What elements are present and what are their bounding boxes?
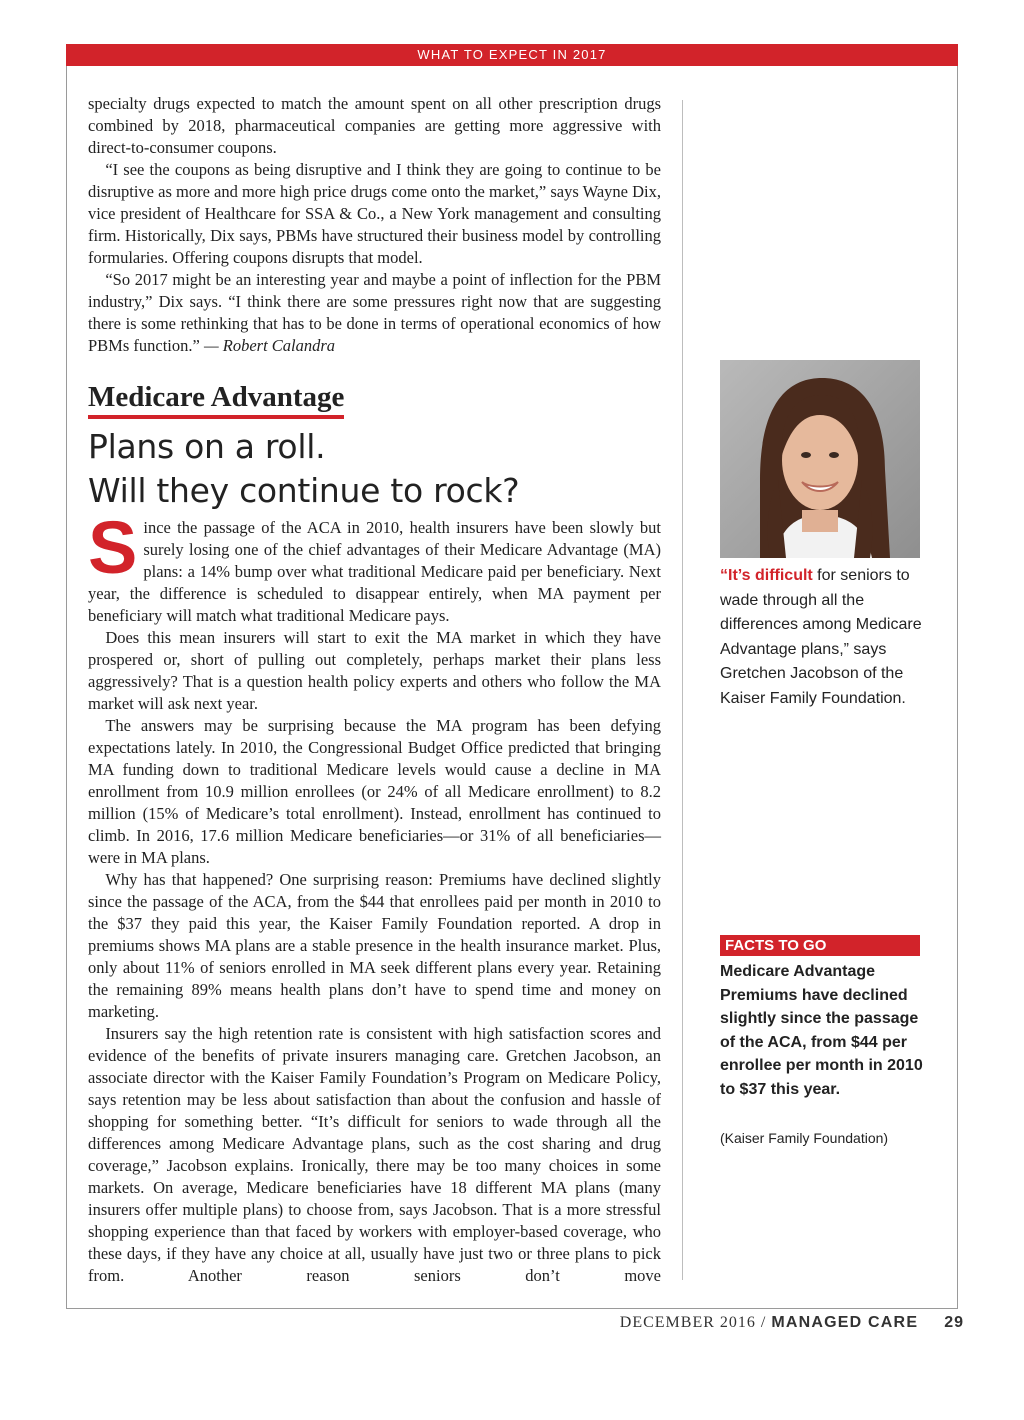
portrait-photo [720,360,920,558]
article-paragraph-3: The answers may be surprising because the MA program has been defying expectations lately. In 2010, the Congressional Budget Office predicted that bringing MA funding down to traditional Medicare levels would cause a decline in MA enrollment from 10.9 million enrollees (or 24% of all Medicare enrollment) to 8.2 million (15% of Medicare’s total enrollment). Instead, enrollment has continued to climb. In 2016, 17.6 million Medicare beneficiaries—or 31% of all beneficiaries—were in MA plans. [88,716,661,867]
intro-paragraph-3 [88,269,661,357]
facts-to-go-label: FACTS TO GO [720,935,920,956]
section-heading: Medicare Advantage [88,380,344,419]
section-header-label: WHAT TO EXPECT IN 2017 [417,47,607,62]
section-header-bar [66,44,958,66]
caption-text: for seniors to wade through all the differences among Medicare Advantage plans,” says Gretchen Jacobson of the Kaiser Family Foundation. [720,567,922,707]
column-divider [682,100,683,1280]
page-footer [620,1313,964,1333]
photo-caption [720,564,930,712]
facts-to-go-source: (Kaiser Family Foundation) [720,1130,889,1146]
article-paragraph-5: Insurers say the high retention rate is consistent with high satisfaction scores and evidence of the benefits of private insurers managing care. Gretchen Jacobson, an associate director with the Kaiser Family Foundation’s Program on Medicare Policy, says retention may be less about satisfaction than about the confusion and hassle of shopping for something better. “It’s difficult for seniors to wade through all the differences among Medicare Advantage plans, such as the cost sharing and drug coverage,” Jacobson explains. Ironically, there may be too many choices in some markets. On average, Medicare beneficiaries have 18 different MA plans (many insurers offer multiple plans) to choose from, says Jacobson. That is a more stressful shopping experience than that faced by workers with employer-based coverage, who these days, if they have any choice at all, usually have just two or three plans to pick from. Another reason seniors don’t move [88,1024,661,1285]
portrait-illustration [720,360,920,558]
footer-date: DECEMBER 2016 / [619,1314,772,1331]
author-byline: — Robert Calandra [203,336,336,355]
caption-quote-lead: “It’s difficult [720,567,813,584]
intro-paragraph-2: “I see the coupons as being disruptive and I think they are going to continue to be disruptive as more and more high price drugs come onto the market,” says Wayne Dix, vice president of Healthcare for SSA & Co., a New York management and consulting firm. Historically, Dix says, PBMs have structured their business model by controlling formularies. Offering coupons disrupts that model. [88,160,661,267]
article-paragraph-2: Does this mean insurers will start to exit the MA market in which they have prospered or, short of pulling out completely, perhaps market their plans less aggressively? That is a question health policy experts and others who follow the MA market will ask next year. [88,628,661,713]
intro-paragraph-3-text: “So 2017 might be an interesting year and maybe a point of inflection for the PBM industry,” Dix says. “I think there are some pressures right now that are suggesting there is some rethinking that has to be done in terms of operational economics of how PBMs function.” [88,270,661,355]
article-paragraph-1 [88,506,661,627]
page-number: 29 [944,1314,964,1331]
footer-magazine-name: MANAGED CARE [771,1314,919,1331]
main-article-column [88,93,661,1287]
article-title-line-1: Plans on a roll. [88,427,326,466]
article-title [88,425,661,513]
facts-to-go-body: Medicare Advantage Premiums have declined slightly since the passage of the ACA, from $44 per enrollee per month in 2010 to $37 this year. [720,963,923,1098]
article-paragraph-1-text: ince the passage of the ACA in 2010, health insurers have been slowly but surely losing one of the chief advantages of their Medicare Advantage (MA) plans: a 14% bump over what traditional Medicare paid per beneficiary. Next year, the difference is scheduled to disappear entirely, when MA payment per beneficiary will match what traditional Medicare pays. [88,518,661,625]
article-title-line-2: Will they continue to rock? [88,471,520,510]
drop-cap: S [88,506,138,589]
article-paragraph-4: Why has that happened? One surprising reason: Premiums have declined slightly since the passage of the ACA, from the $44 that enrollees paid per month in 2010 to the $37 they paid this year, the Kaiser Family Foundation reported. A drop in premiums shows MA plans are a stable presence in the health insurance market. Plus, only about 11% of seniors enrolled in MA seek different plans every year. Retaining the remaining 89% means health plans don’t have to spend time and money on marketing. [88,870,661,1021]
intro-paragraph-1: specialty drugs expected to match the amount spent on all other prescription drugs combined by 2018, pharmaceutical companies are getting more aggressive with direct-to-consumer coupons. [88,94,661,157]
